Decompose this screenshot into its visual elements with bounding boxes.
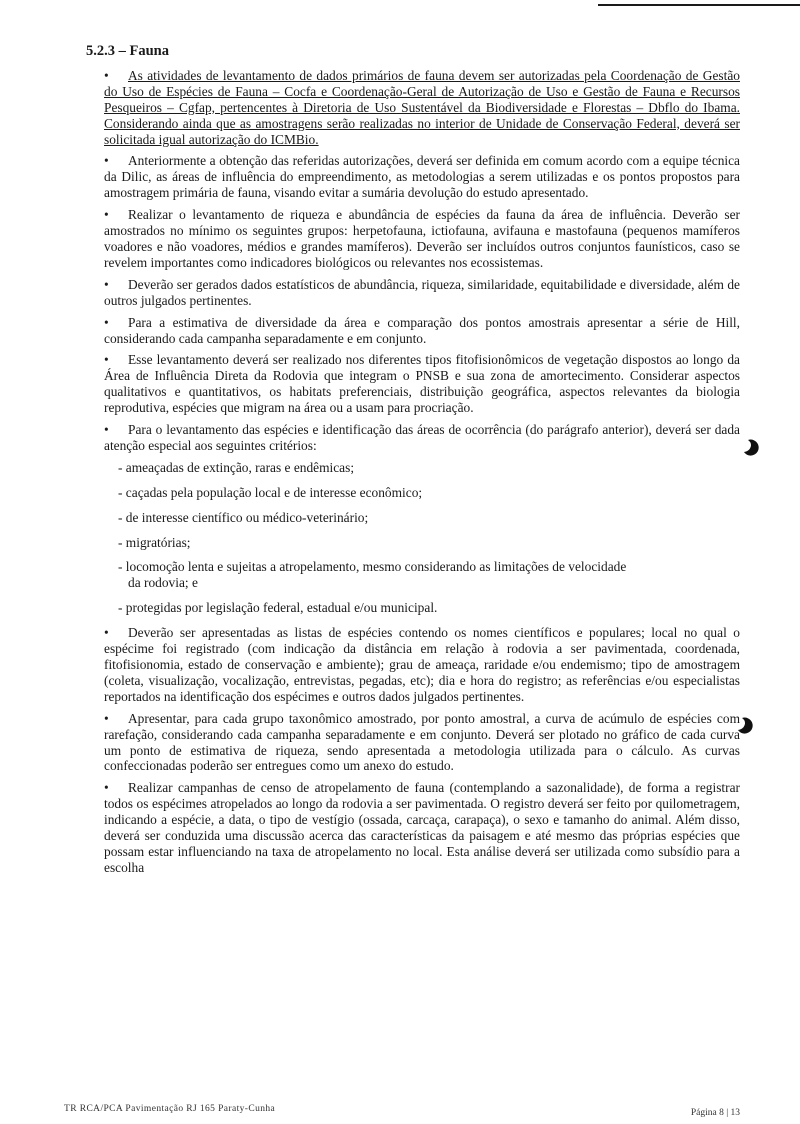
criteria-item: - caçadas pela população local e de interesse econômico; [118, 484, 423, 500]
bullet-icon: • [104, 625, 109, 641]
bullet-icon: • [104, 207, 109, 223]
criteria-item: - de interesse científico ou médico-veterinário; [118, 509, 369, 525]
paragraph-hill-series: • Para a estimativa de diversidade da área e comparação dos pontos amostrais apresentar a série de Hill, considerando cada campanha separadamente e em conjunto. [104, 314, 740, 346]
document-body [86, 43, 740, 882]
paragraph-prior-agreement: • Anteriormente a obtenção das referidas autorizações, deverá ser definida em comum acordo com a equipe técnica da Dilic, as áreas de influência do empreendimento, as metodologias a serem utilizadas e os pontos propostos para amostragem primária de fauna, visando evitar a sumária devolução do estudo apresentado. [104, 153, 740, 201]
paragraph-phytophysiognomy: • Esse levantamento deverá ser realizado nos diferentes tipos fitofisionômicos de vegetação dispostos ao longo da Área de Influência Direta da Rodovia que integram o PNSB e sua zona de amortecimento. Considerar aspectos qualitativos e quantitativos, os habitats preferenciais, distribuição geográfica, aspectos relevantes da biologia reprodutiva, espécies que migram na área ou a usam para procriação. [104, 352, 740, 416]
paragraph-accumulation-curve: • Apresentar, para cada grupo taxonômico amostrado, por ponto amostral, a curva de acúmulo de espécies com rarefação, considerando cada campanha separadamente e em conjunto. Deverá ser plotado no gráfico de cada curva um ponto de estimativa de riqueza, sendo apresentada a metodologia utilizada para o cálculo. As curvas confeccionadas poderão ser entregues como um anexo do estudo. [104, 710, 740, 774]
bullet-icon: • [104, 153, 109, 169]
bullet-icon: • [104, 276, 109, 292]
page-top-rule [598, 4, 800, 6]
bullet-icon: • [104, 67, 109, 83]
criteria-item: - locomoção lenta e sujeitas a atropelamento, mesmo considerando as limitações de velocidade da rodovia; e [118, 559, 627, 591]
punch-hole-icon [742, 438, 762, 458]
section-heading: 5.2.3 – Fauna [86, 43, 169, 59]
paragraph-authorization: • As atividades de levantamento de dados primários de fauna devem ser autorizadas pela Coordenação de Gestão do Uso de Espécies de Fauna – Cocfa e Coordenação-Geral de Autorização de Uso e Gestão de Fauna e Recursos Pesqueiros – Cgfap, pertencentes à Diretoria de Uso Sustentável da Biodiversidade e Florestas – Dbflo do Ibama. Considerando ainda que as amostragens serão realizadas no interior de Unidade de Conservação Federal, deverá ser solicitada igual autorização do ICMBio. [104, 67, 740, 147]
paragraph-statistics: • Deverão ser gerados dados estatísticos de abundância, riqueza, similaridade, equitabilidade e diversidade, além de outros julgados pertinentes. [104, 276, 740, 308]
bullet-icon: • [104, 710, 109, 726]
criteria-item: - migratórias; [118, 534, 191, 550]
footer-document-title: TR RCA/PCA Pavimentação RJ 165 Paraty-Cunha [64, 1104, 276, 1114]
footer-page-number: Página 8 | 13 [690, 1108, 740, 1118]
criteria-item: - ameaçadas de extinção, raras e endêmicas; [118, 459, 355, 475]
bullet-icon: • [104, 314, 109, 330]
paragraph-roadkill-census: • Realizar campanhas de censo de atropelamento de fauna (contemplando a sazonalidade), de forma a registrar todos os espécimes atropelados ao longo da rodovia a ser pavimentada. O registro deverá ser feito por quilometragem, indicando a espécie, a data, o tipo de vestígio (ossada, carcaça, carapaça), o sexo e tamanho do animal. Além disso, deverá ser conduzida uma discussão acerca das características da paisagem e até mesmo das próprias espécies que possam estar influenciando na taxa de atropelamento no local. Esta análise deverá ser utilizada como subsídio para a escolha [104, 780, 740, 875]
bullet-icon: • [104, 780, 109, 796]
criteria-item: - protegidas por legislação federal, estadual e/ou municipal. [118, 600, 438, 616]
bullet-icon: • [104, 352, 109, 368]
bullet-icon: • [104, 422, 109, 438]
paragraph-richness-survey: • Realizar o levantamento de riqueza e abundância de espécies da fauna da área de influência. Deverão ser amostrados no mínimo os seguintes grupos: herpetofauna, ictiofauna, avifauna e mastofauna (pequenos mamíferos voadores e não voadores, médios e grandes mamíferos). Deverão ser incluídos outros conjuntos faunísticos, caso se revelem importantes como indicadores biológicos ou relevantes nos ecossistemas. [104, 207, 740, 270]
paragraph-criteria-intro: • Para o levantamento das espécies e identificação das áreas de ocorrência (do parágrafo anterior), deverá ser dada atenção especial aos seguintes critérios: [104, 422, 740, 453]
paragraph-species-lists: • Deverão ser apresentadas as listas de espécies contendo os nomes científicos e populares; local no qual o espécime foi registrado (com indicação da distância em relação à rodovia a ser pavimentada, coordenada, fitofisionomia, estado de conservação e ambiente); grau de ameaça, raridade e/ou endemismo; tipo de amostragem (coleta, visualização, vocalização, entrevistas, pegadas, etc); dia e hora do registro; as referências e/ou especialistas reportados na identificação dos espécimes e outros dados julgados pertinentes. [104, 625, 740, 704]
